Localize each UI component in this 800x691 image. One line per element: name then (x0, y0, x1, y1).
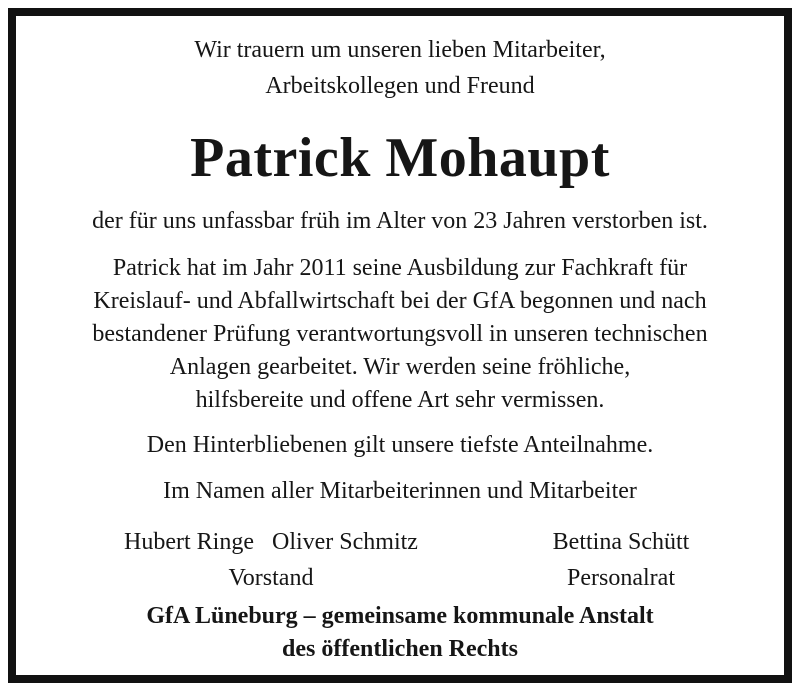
organization-footer (16, 600, 784, 666)
condolence-line: Den Hinterbliebenen gilt unsere tiefste Anteilnahme. (146, 432, 654, 458)
body-paragraph (16, 252, 784, 417)
intro-line: Wir trauern um unseren lieben Mitarbeiter, (194, 37, 606, 63)
body-line: Kreislauf- und Abfallwirtschaft bei der GfA begonnen und nach (93, 288, 707, 314)
signatory-role: Vorstand (228, 565, 314, 591)
obituary-notice (8, 8, 792, 683)
footer-line: des öffentlichen Rechts (282, 636, 518, 662)
signature-council (521, 524, 721, 596)
on-behalf-line: Im Namen aller Mitarbeiterinnen und Mitarbeiter (163, 478, 637, 504)
age-statement: der für uns unfassbar früh im Alter von 23 Jahren verstorben ist. (92, 208, 708, 234)
signatory-names: Hubert Ringe Oliver Schmitz (124, 529, 418, 555)
footer-line: GfA Lüneburg – gemeinsame kommunale Anstalt (146, 603, 654, 629)
body-line: Anlagen gearbeitet. Wir werden seine fröhliche, (169, 354, 631, 380)
deceased-name: Patrick Mohaupt (190, 127, 610, 189)
body-line: bestandener Prüfung verantwortungsvoll in unseren technischen (92, 321, 708, 347)
body-line: Patrick hat im Jahr 2011 seine Ausbildung zur Fachkraft für (112, 255, 688, 281)
intro-line: Arbeitskollegen und Freund (265, 73, 535, 99)
intro-text (16, 32, 784, 104)
signature-board (76, 524, 466, 596)
body-line: hilfsbereite und offene Art sehr vermissen. (195, 387, 605, 413)
signatory-role: Personalrat (567, 565, 675, 591)
signatory-names: Bettina Schütt (552, 529, 690, 555)
